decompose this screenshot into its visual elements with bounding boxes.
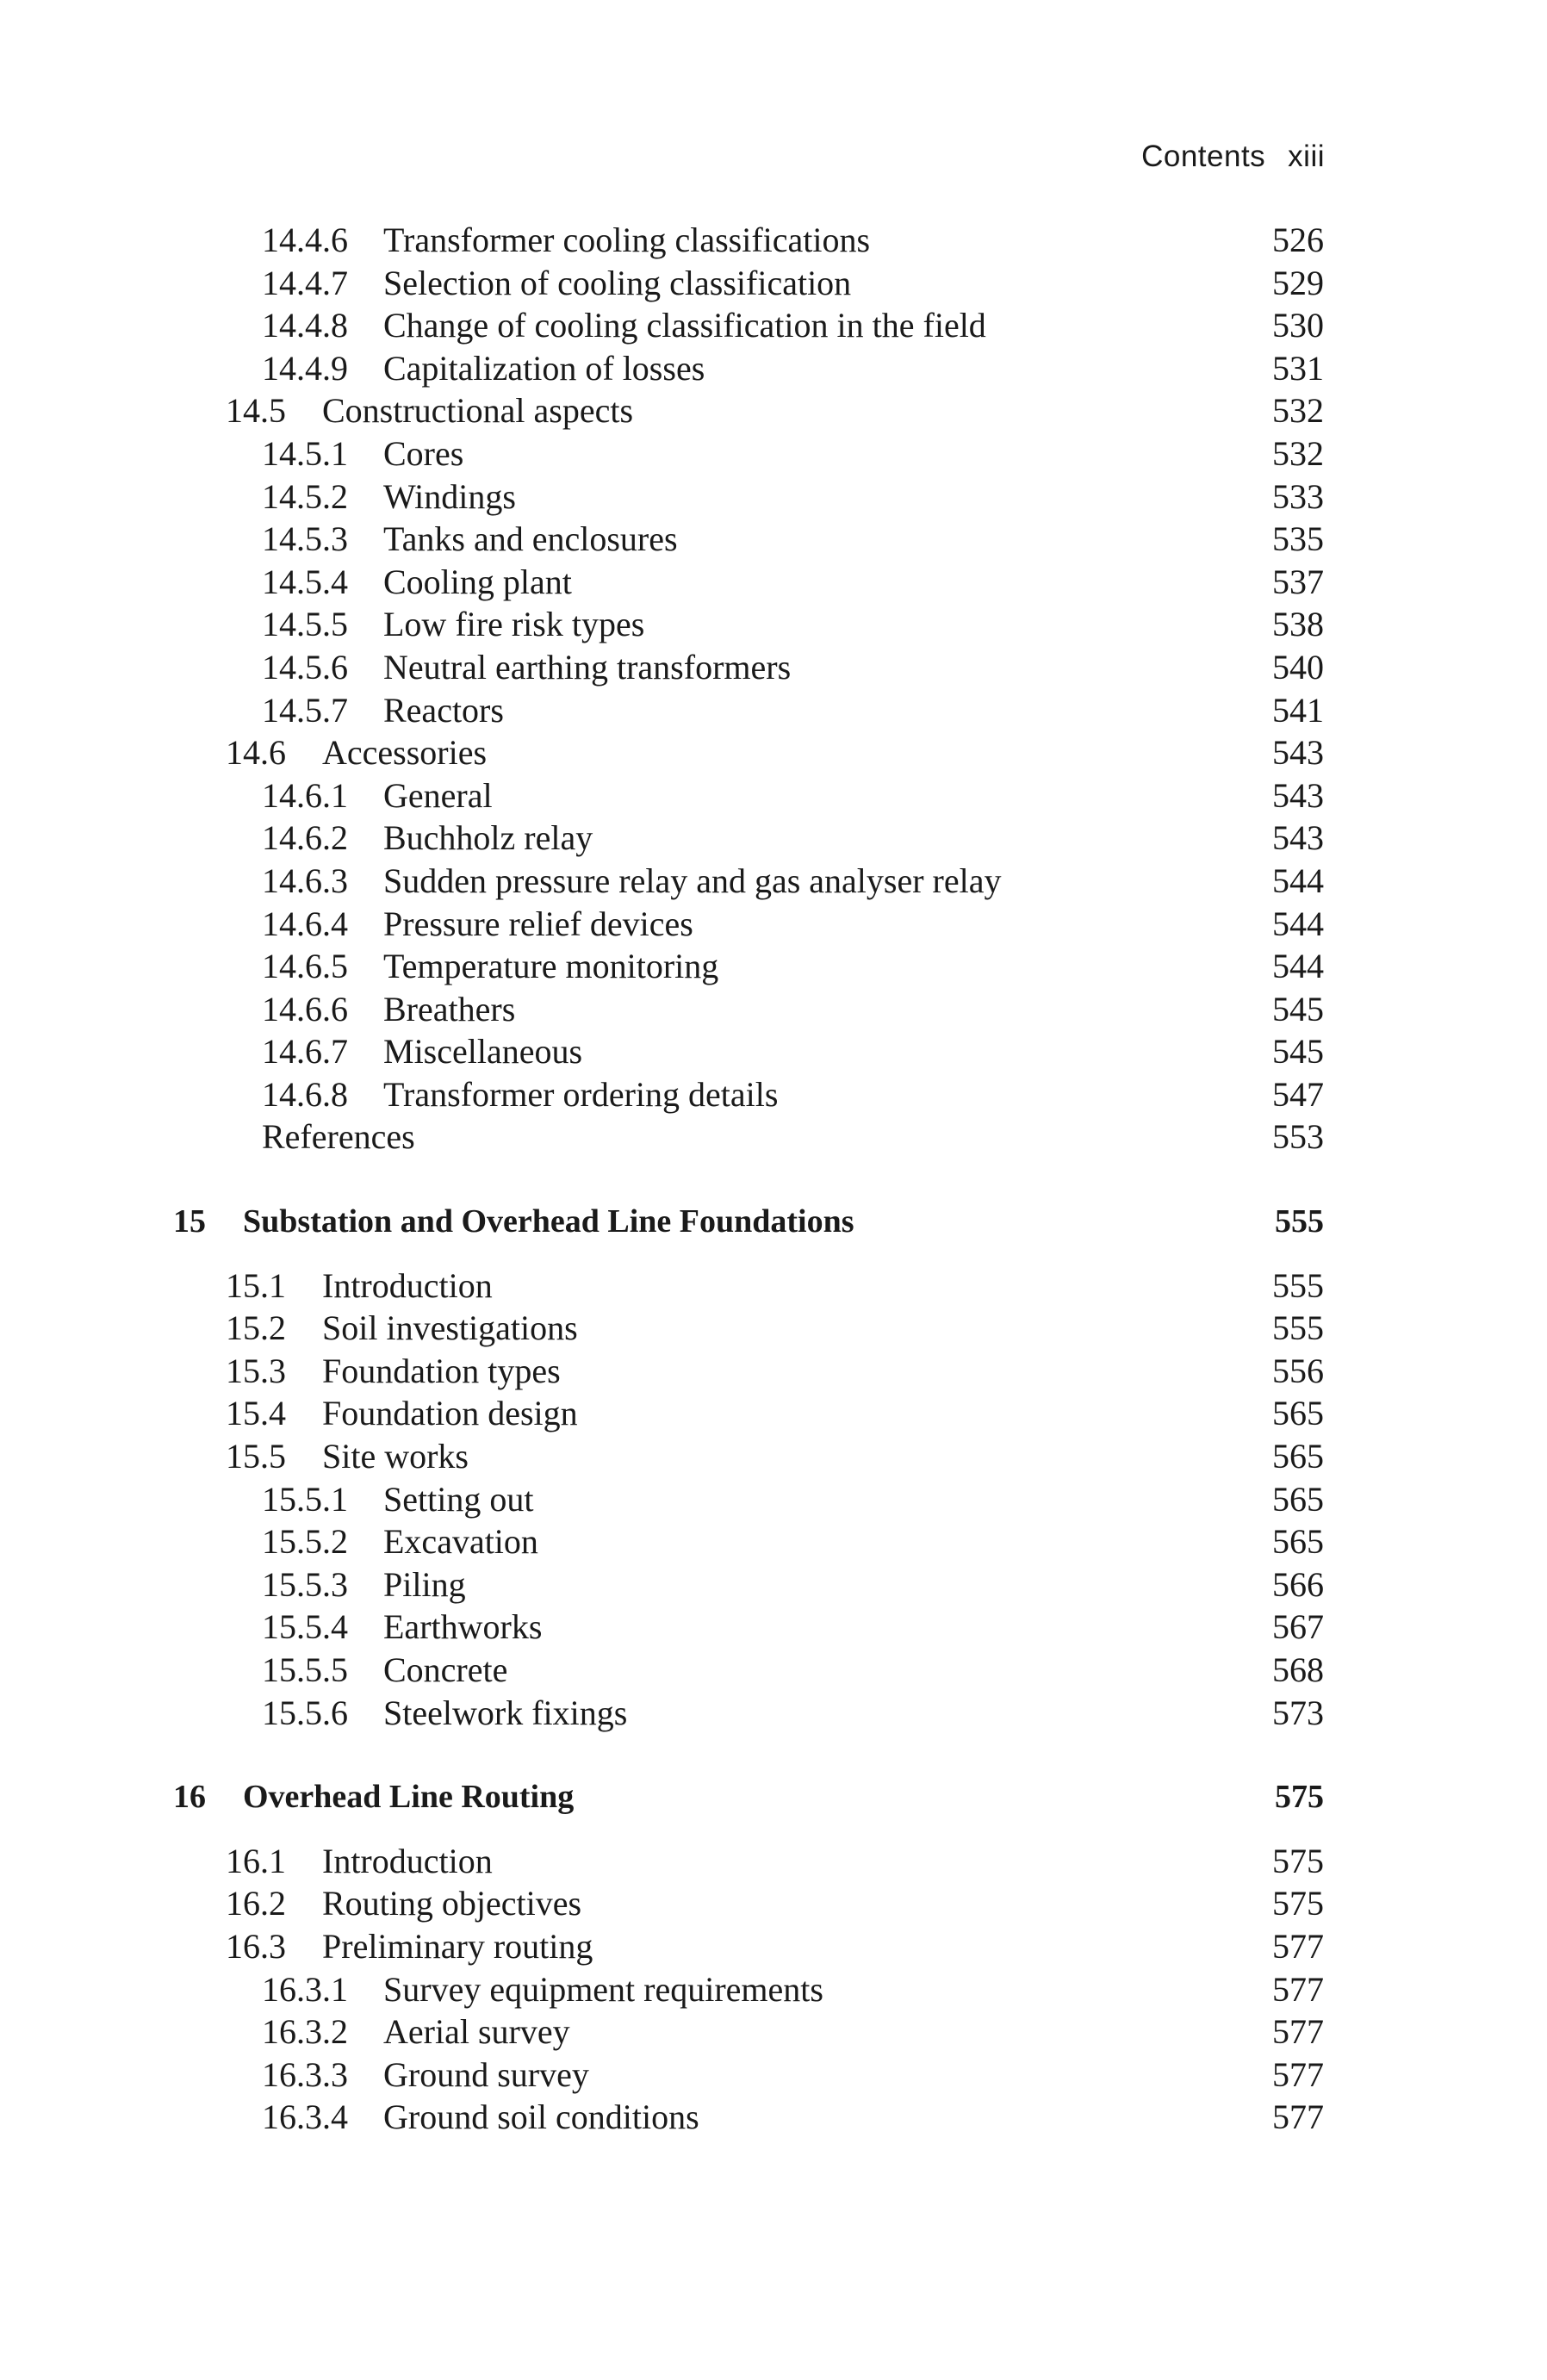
toc-entry bbox=[0, 1563, 1547, 1606]
toc-entry-title: Aerial survey bbox=[383, 2012, 570, 2052]
toc-entry-title: Overhead Line Routing bbox=[243, 1779, 575, 1816]
toc-entry-number: 14.4.7 bbox=[262, 263, 348, 302]
toc-entry-title: Selection of cooling classification bbox=[383, 263, 852, 302]
toc-entry-title: Accessories bbox=[322, 733, 488, 773]
toc-entry-title: Sudden pressure relay and gas analyser relay bbox=[383, 861, 1002, 900]
toc-entry-page: 577 bbox=[1272, 1926, 1324, 1966]
table-of-contents bbox=[0, 219, 1547, 2139]
toc-entry-number: 15.5.6 bbox=[262, 1693, 348, 1732]
toc-entry-page: 532 bbox=[1272, 391, 1324, 431]
toc-entry bbox=[0, 475, 1547, 519]
toc-entry-title: Introduction bbox=[322, 1265, 493, 1305]
toc-entry-page: 532 bbox=[1272, 433, 1324, 473]
toc-entry-title: Substation and Overhead Line Foundations bbox=[243, 1203, 854, 1240]
toc-entry-number: 14.6.3 bbox=[262, 861, 348, 900]
toc-entry-title: Low fire risk types bbox=[383, 605, 645, 644]
toc-entry-page: 575 bbox=[1272, 1884, 1324, 1923]
toc-entry-title: Site works bbox=[322, 1437, 469, 1476]
toc-entry-page: 568 bbox=[1272, 1650, 1324, 1689]
toc-entry-number: 14.6.8 bbox=[262, 1074, 348, 1114]
toc-entry-number: 14.5.5 bbox=[262, 605, 348, 644]
toc-entry-page: 535 bbox=[1272, 519, 1324, 559]
toc-entry-page: 565 bbox=[1272, 1394, 1324, 1433]
toc-entry-title: Breathers bbox=[383, 989, 516, 1028]
toc-entry-number: 15.2 bbox=[226, 1308, 286, 1348]
toc-entry-title: Excavation bbox=[383, 1522, 538, 1562]
toc-entry bbox=[0, 988, 1547, 1031]
toc-entry bbox=[0, 2010, 1547, 2054]
toc-entry-title: Cores bbox=[383, 433, 464, 473]
toc-entry bbox=[0, 1478, 1547, 1521]
toc-entry bbox=[0, 347, 1547, 390]
toc-entry-number: 14.6.1 bbox=[262, 775, 348, 815]
toc-entry-number: 14.5.3 bbox=[262, 519, 348, 559]
page-number: xiii bbox=[1288, 140, 1325, 173]
toc-entry-title: Neutral earthing transformers bbox=[383, 647, 792, 687]
toc-entry bbox=[0, 561, 1547, 604]
toc-entry bbox=[0, 1350, 1547, 1393]
toc-entry-page: 529 bbox=[1272, 263, 1324, 302]
toc-entry bbox=[0, 1520, 1547, 1563]
toc-entry-number: 14.5.1 bbox=[262, 433, 348, 473]
toc-entry-page: 556 bbox=[1272, 1351, 1324, 1390]
toc-entry bbox=[0, 817, 1547, 860]
toc-entry-number: 14.6 bbox=[226, 733, 286, 773]
toc-entry bbox=[0, 945, 1547, 988]
toc-entry-title: References bbox=[262, 1117, 415, 1157]
toc-entry-title: Reactors bbox=[383, 690, 504, 730]
toc-entry-number: 14.4.9 bbox=[262, 348, 348, 388]
toc-entry-page: 531 bbox=[1272, 348, 1324, 388]
toc-entry-page: 575 bbox=[1272, 1841, 1324, 1880]
toc-entry-number: 16.2 bbox=[226, 1884, 286, 1923]
toc-entry-title: Foundation types bbox=[322, 1351, 561, 1390]
toc-entry-title: Preliminary routing bbox=[322, 1926, 593, 1966]
toc-entry bbox=[0, 1073, 1547, 1116]
toc-entry-title: Windings bbox=[383, 476, 516, 516]
toc-entry-title: Pressure relief devices bbox=[383, 904, 693, 943]
toc-entry-number: 16.3.2 bbox=[262, 2012, 348, 2052]
toc-entry-title: Setting out bbox=[383, 1479, 534, 1519]
toc-entry-number: 15.4 bbox=[226, 1394, 286, 1433]
toc-chapter-heading bbox=[0, 1201, 1547, 1244]
toc-chapter-heading bbox=[0, 1776, 1547, 1819]
toc-entry bbox=[0, 432, 1547, 475]
toc-entry bbox=[0, 1606, 1547, 1649]
toc-entry-page: 553 bbox=[1272, 1117, 1324, 1157]
toc-entry bbox=[0, 1030, 1547, 1073]
toc-entry-page: 547 bbox=[1272, 1074, 1324, 1114]
toc-entry-number: 16.3.4 bbox=[262, 2097, 348, 2137]
running-head-label: Contents bbox=[1141, 140, 1266, 173]
toc-entry bbox=[0, 2054, 1547, 2097]
toc-entry-page: 545 bbox=[1272, 1032, 1324, 1072]
toc-entry-number: 16.3.3 bbox=[262, 2054, 348, 2094]
running-head bbox=[1141, 140, 1325, 174]
toc-entry bbox=[0, 1392, 1547, 1435]
toc-entry-page: 565 bbox=[1272, 1479, 1324, 1519]
toc-entry-title: Miscellaneous bbox=[383, 1032, 583, 1072]
toc-entry-number: 15.1 bbox=[226, 1265, 286, 1305]
toc-entry-title: Change of cooling classification in the field bbox=[383, 306, 986, 345]
toc-entry-page: 555 bbox=[1275, 1203, 1324, 1240]
toc-entry-page: 566 bbox=[1272, 1564, 1324, 1604]
toc-entry-number: 14.6.2 bbox=[262, 818, 348, 858]
toc-entry-page: 533 bbox=[1272, 476, 1324, 516]
toc-entry-title: Temperature monitoring bbox=[383, 947, 719, 986]
toc-entry bbox=[0, 774, 1547, 817]
toc-entry-number: 15.5.5 bbox=[262, 1650, 348, 1689]
toc-entry bbox=[0, 219, 1547, 262]
toc-entry bbox=[0, 1265, 1547, 1308]
toc-entry-number: 14.5 bbox=[226, 391, 286, 431]
toc-entry-number: 14.4.8 bbox=[262, 306, 348, 345]
toc-entry-page: 577 bbox=[1272, 2097, 1324, 2137]
toc-entry-page: 537 bbox=[1272, 562, 1324, 601]
toc-entry-title: Transformer cooling classifications bbox=[383, 221, 871, 259]
toc-entry-title: Soil investigations bbox=[322, 1308, 578, 1348]
toc-entry bbox=[0, 389, 1547, 432]
toc-entry-page: 544 bbox=[1272, 904, 1324, 943]
toc-entry bbox=[0, 1692, 1547, 1735]
toc-entry-title: Tanks and enclosures bbox=[383, 519, 678, 559]
toc-entry bbox=[0, 860, 1547, 903]
toc-entry-number: 14.5.2 bbox=[262, 476, 348, 516]
toc-entry-page: 526 bbox=[1272, 221, 1324, 259]
toc-entry-number: 14.4.6 bbox=[262, 221, 348, 259]
toc-entry bbox=[0, 1649, 1547, 1692]
toc-entry-number: 16.3 bbox=[226, 1926, 286, 1966]
toc-entry-title: Foundation design bbox=[322, 1394, 578, 1433]
toc-entry bbox=[0, 1840, 1547, 1883]
toc-entry-title: Capitalization of losses bbox=[383, 348, 705, 388]
toc-entry-number: 14.5.7 bbox=[262, 690, 348, 730]
toc-entry-page: 543 bbox=[1272, 775, 1324, 815]
toc-entry bbox=[0, 646, 1547, 689]
toc-entry-number: 14.6.4 bbox=[262, 904, 348, 943]
toc-entry-number: 15.3 bbox=[226, 1351, 286, 1390]
toc-entry-number: 15.5 bbox=[226, 1437, 286, 1476]
toc-entry-page: 545 bbox=[1272, 989, 1324, 1028]
toc-entry-page: 577 bbox=[1272, 2012, 1324, 2052]
toc-entry bbox=[0, 1115, 1547, 1159]
toc-entry-page: 577 bbox=[1272, 1969, 1324, 2009]
toc-entry bbox=[0, 518, 1547, 561]
toc-entry bbox=[0, 1925, 1547, 1968]
toc-entry bbox=[0, 2096, 1547, 2139]
toc-entry-title: Ground survey bbox=[383, 2054, 589, 2094]
toc-entry-number: 15.5.4 bbox=[262, 1607, 348, 1647]
toc-entry-title: Cooling plant bbox=[383, 562, 572, 601]
toc-entry-page: 530 bbox=[1272, 306, 1324, 345]
toc-entry-page: 555 bbox=[1272, 1265, 1324, 1305]
toc-entry-number: 14.5.6 bbox=[262, 647, 348, 687]
toc-entry bbox=[0, 731, 1547, 774]
toc-entry-page: 567 bbox=[1272, 1607, 1324, 1647]
toc-entry-number: 14.5.4 bbox=[262, 562, 348, 601]
toc-entry-page: 577 bbox=[1272, 2054, 1324, 2094]
toc-entry bbox=[0, 1307, 1547, 1350]
toc-entry-title: Buchholz relay bbox=[383, 818, 593, 858]
toc-entry-page: 575 bbox=[1275, 1779, 1324, 1816]
toc-entry-page: 573 bbox=[1272, 1693, 1324, 1732]
toc-entry-title: Ground soil conditions bbox=[383, 2097, 699, 2137]
toc-entry-title: General bbox=[383, 775, 493, 815]
toc-entry-title: Concrete bbox=[383, 1650, 508, 1689]
toc-entry-title: Introduction bbox=[322, 1841, 493, 1880]
toc-entry-title: Routing objectives bbox=[322, 1884, 582, 1923]
toc-entry-title: Piling bbox=[383, 1564, 466, 1604]
toc-entry-title: Earthworks bbox=[383, 1607, 543, 1647]
toc-entry-page: 541 bbox=[1272, 690, 1324, 730]
toc-entry-title: Constructional aspects bbox=[322, 391, 634, 431]
toc-entry-number: 15.5.2 bbox=[262, 1522, 348, 1562]
toc-entry-page: 538 bbox=[1272, 605, 1324, 644]
toc-entry-page: 565 bbox=[1272, 1522, 1324, 1562]
toc-entry bbox=[0, 1435, 1547, 1478]
toc-entry bbox=[0, 304, 1547, 347]
toc-entry-page: 544 bbox=[1272, 861, 1324, 900]
toc-entry-number: 15.5.3 bbox=[262, 1564, 348, 1604]
toc-entry-page: 544 bbox=[1272, 947, 1324, 986]
toc-entry-number: 14.6.6 bbox=[262, 989, 348, 1028]
toc-entry-page: 543 bbox=[1272, 818, 1324, 858]
toc-entry-number: 16.1 bbox=[226, 1841, 286, 1880]
toc-entry bbox=[0, 1968, 1547, 2011]
toc-entry-page: 555 bbox=[1272, 1308, 1324, 1348]
toc-entry-number: 14.6.5 bbox=[262, 947, 348, 986]
toc-entry-title: Transformer ordering details bbox=[383, 1074, 779, 1114]
toc-entry-page: 543 bbox=[1272, 733, 1324, 773]
toc-entry-number: 16.3.1 bbox=[262, 1969, 348, 2009]
toc-entry-number: 14.6.7 bbox=[262, 1032, 348, 1072]
toc-entry bbox=[0, 262, 1547, 305]
toc-entry-page: 565 bbox=[1272, 1437, 1324, 1476]
toc-entry-number: 15.5.1 bbox=[262, 1479, 348, 1519]
toc-entry bbox=[0, 1882, 1547, 1925]
toc-entry-page: 540 bbox=[1272, 647, 1324, 687]
toc-entry-number: 16 bbox=[173, 1779, 206, 1816]
toc-entry-title: Survey equipment requirements bbox=[383, 1969, 823, 2009]
toc-entry bbox=[0, 689, 1547, 732]
toc-entry-number: 15 bbox=[173, 1203, 206, 1240]
toc-entry bbox=[0, 903, 1547, 946]
toc-entry bbox=[0, 603, 1547, 646]
toc-entry-title: Steelwork fixings bbox=[383, 1693, 628, 1732]
